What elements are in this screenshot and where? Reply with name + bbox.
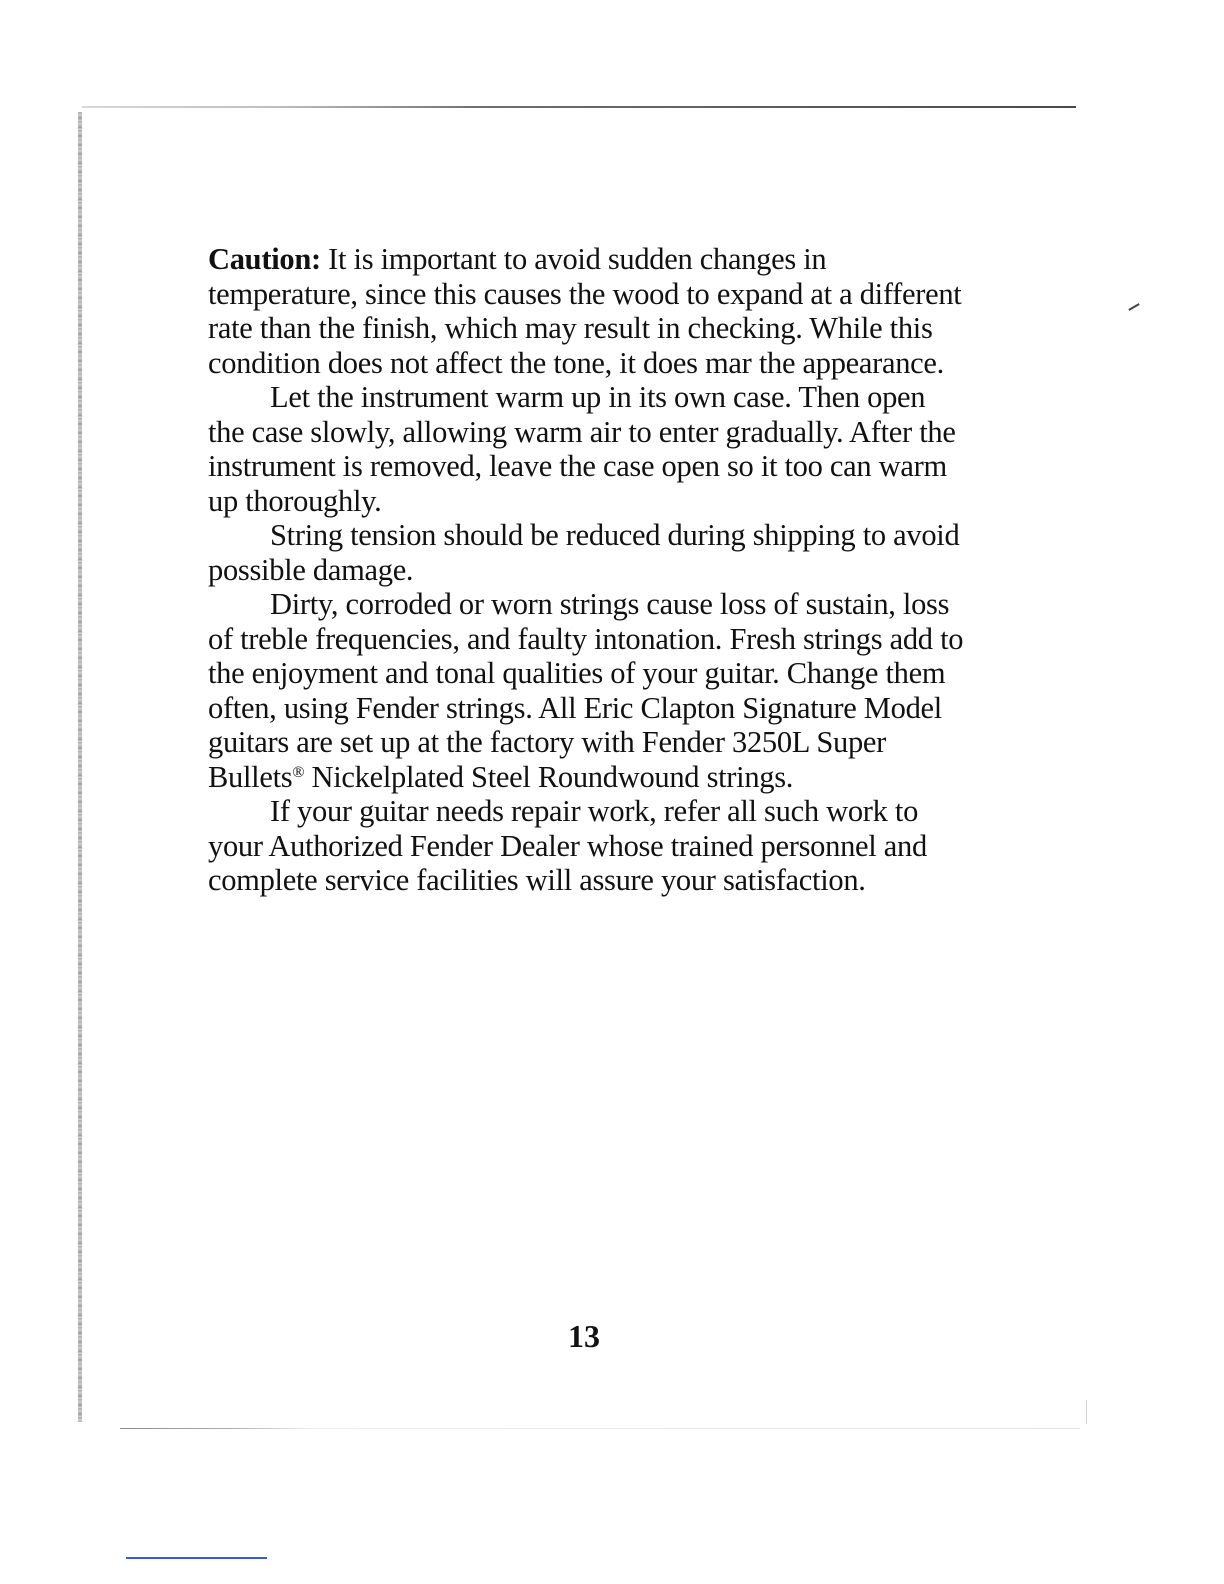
strings-text-part2: Nickelplated Steel Roundwound strings. [304, 759, 794, 794]
scan-right-edge [1086, 1400, 1087, 1424]
strings-text-part1: Dirty, corroded or worn strings cause loss of sustain, loss of treble frequencies, and faulty intonation. Fresh strings add to the enjoyment and tonal qualities of your guitar. Change them often, using Fender strings. All Eric Clapton Signature Model guitars are set up at the factory with Fender 3250L Super Bullets [208, 587, 964, 794]
footer-rule [126, 1557, 267, 1559]
page-body [208, 242, 968, 898]
scan-left-edge [78, 112, 82, 1422]
scan-top-edge [82, 106, 1076, 108]
caution-paragraph [208, 242, 968, 380]
registered-mark: ® [292, 763, 305, 781]
scan-speck [1128, 303, 1139, 311]
warm-up-paragraph: Let the instrument warm up in its own case. Then open the case slowly, allowing warm air to enter gradually. After the instrument is removed, leave the case open so it too can warm up thoroughly. [208, 380, 956, 518]
caution-text: It is important to avoid sudden changes in temperature, since this causes the wood to expand at a different rate than the finish, which may result in checking. While this condition does not affect the tone, it does mar the appearance. [208, 242, 962, 380]
strings-paragraph [208, 587, 968, 794]
page-number: 13 [568, 1318, 600, 1354]
scan-bottom-edge [120, 1428, 1080, 1429]
caution-label: Caution: [208, 242, 321, 276]
shipping-paragraph: String tension should be reduced during shipping to avoid possible damage. [208, 518, 960, 587]
repair-paragraph: If your guitar needs repair work, refer all such work to your Authorized Fender Dealer whose trained personnel and complete service facilities will assure your satisfaction. [208, 794, 927, 897]
